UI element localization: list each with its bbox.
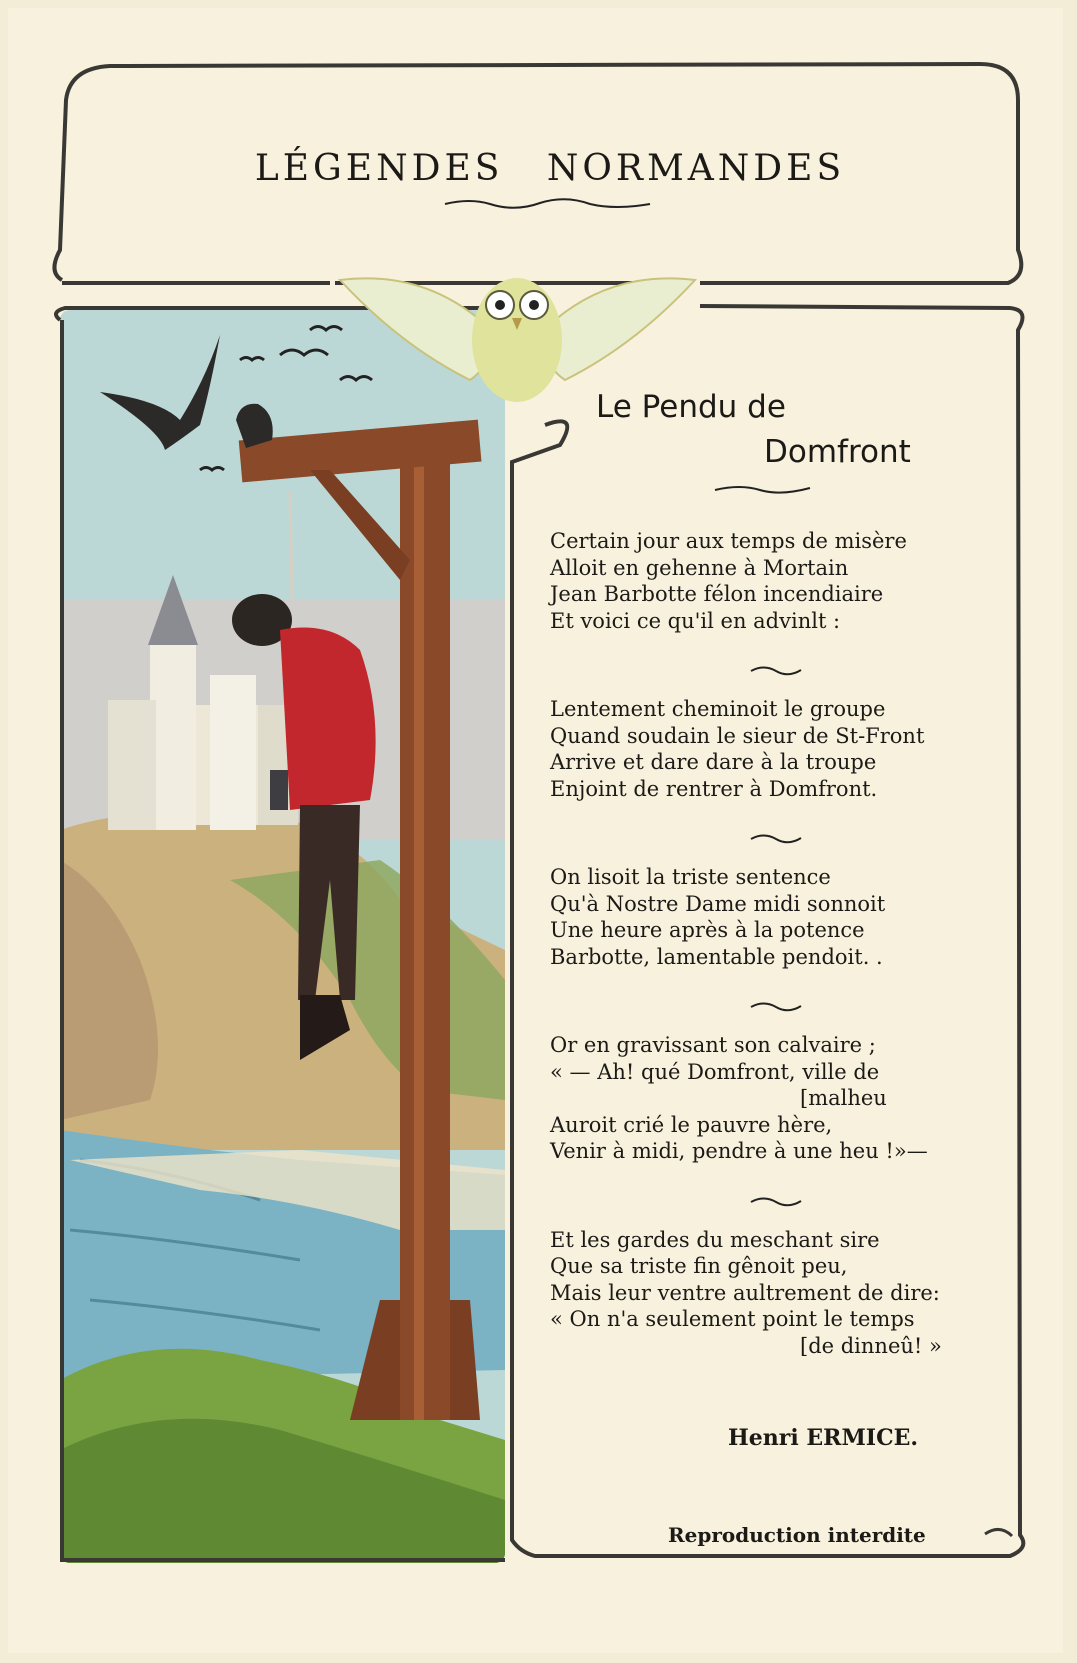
- stanza-1: [550, 528, 1020, 634]
- poem-line: Jean Barbotte félon incendiaire: [550, 582, 884, 606]
- header-title: LÉGENDES NORMANDES: [254, 148, 846, 189]
- poem-line: Auroit crié le pauvre hère,: [550, 1112, 833, 1137]
- stanza-divider-icon: [746, 1177, 806, 1227]
- header-squiggle: [445, 199, 650, 208]
- stanza-divider-icon: [746, 982, 806, 1032]
- stanza-divider-icon: [746, 646, 806, 696]
- poem-line: Qu'à Nostre Dame midi sonnoit: [550, 891, 886, 916]
- poem-line: « On n'a seulement point le temps: [550, 1307, 915, 1331]
- poem-line: Venir à midi, pendre à une heu !»—: [550, 1139, 928, 1163]
- poem-line: Que sa triste fin gênoit peu,: [550, 1254, 848, 1278]
- poem-line: Lentement cheminoit le groupe: [550, 697, 886, 721]
- poem-line: Barbotte, lamentable pendoit. .: [550, 944, 883, 969]
- poem-title-line1: Le Pendu de: [596, 389, 786, 425]
- stanza-5: [550, 1227, 1020, 1360]
- poem-line: Une heure après à la potence: [550, 918, 865, 942]
- reproduction-notice: Reproduction interdite: [668, 1523, 926, 1547]
- poem-line: Or en gravissant son calvaire ;: [550, 1033, 876, 1057]
- illustration-panel: [56, 308, 505, 1563]
- poem-line: Quand soudain le sieur de St-Front: [550, 723, 925, 748]
- stanza-2: [550, 696, 1020, 802]
- poem-line: Enjoint de rentrer à Domfront.: [550, 776, 878, 801]
- poem-line: Arrive et dare dare à la troupe: [550, 750, 877, 774]
- title-squiggle: [715, 487, 810, 493]
- poem-line: Alloit en gehenne à Mortain: [550, 555, 849, 580]
- poem-line: « — Ah! qué Domfront, ville de: [550, 1059, 880, 1084]
- poem-line: On lisoit la triste sentence: [550, 865, 831, 889]
- poem-line: Et voici ce qu'il en advinlt :: [550, 608, 841, 633]
- stanza-divider-icon: [746, 814, 806, 864]
- poem-author: Henri ERMICE.: [728, 1425, 919, 1451]
- poem-line: Mais leur ventre aultrement de dire:: [550, 1280, 940, 1305]
- poem-title-line2: Domfront: [764, 434, 911, 470]
- poem-title: [596, 385, 911, 475]
- poem-line: [de dinneû! »: [800, 1333, 942, 1358]
- stanza-3: [550, 864, 1020, 970]
- stanza-4: [550, 1032, 1020, 1165]
- poem-line: Certain jour aux temps de misère: [550, 529, 907, 553]
- poem-body: [550, 528, 1020, 1359]
- poem-line: [malheu: [800, 1086, 887, 1110]
- poem-line: Et les gardes du meschant sire: [550, 1227, 880, 1252]
